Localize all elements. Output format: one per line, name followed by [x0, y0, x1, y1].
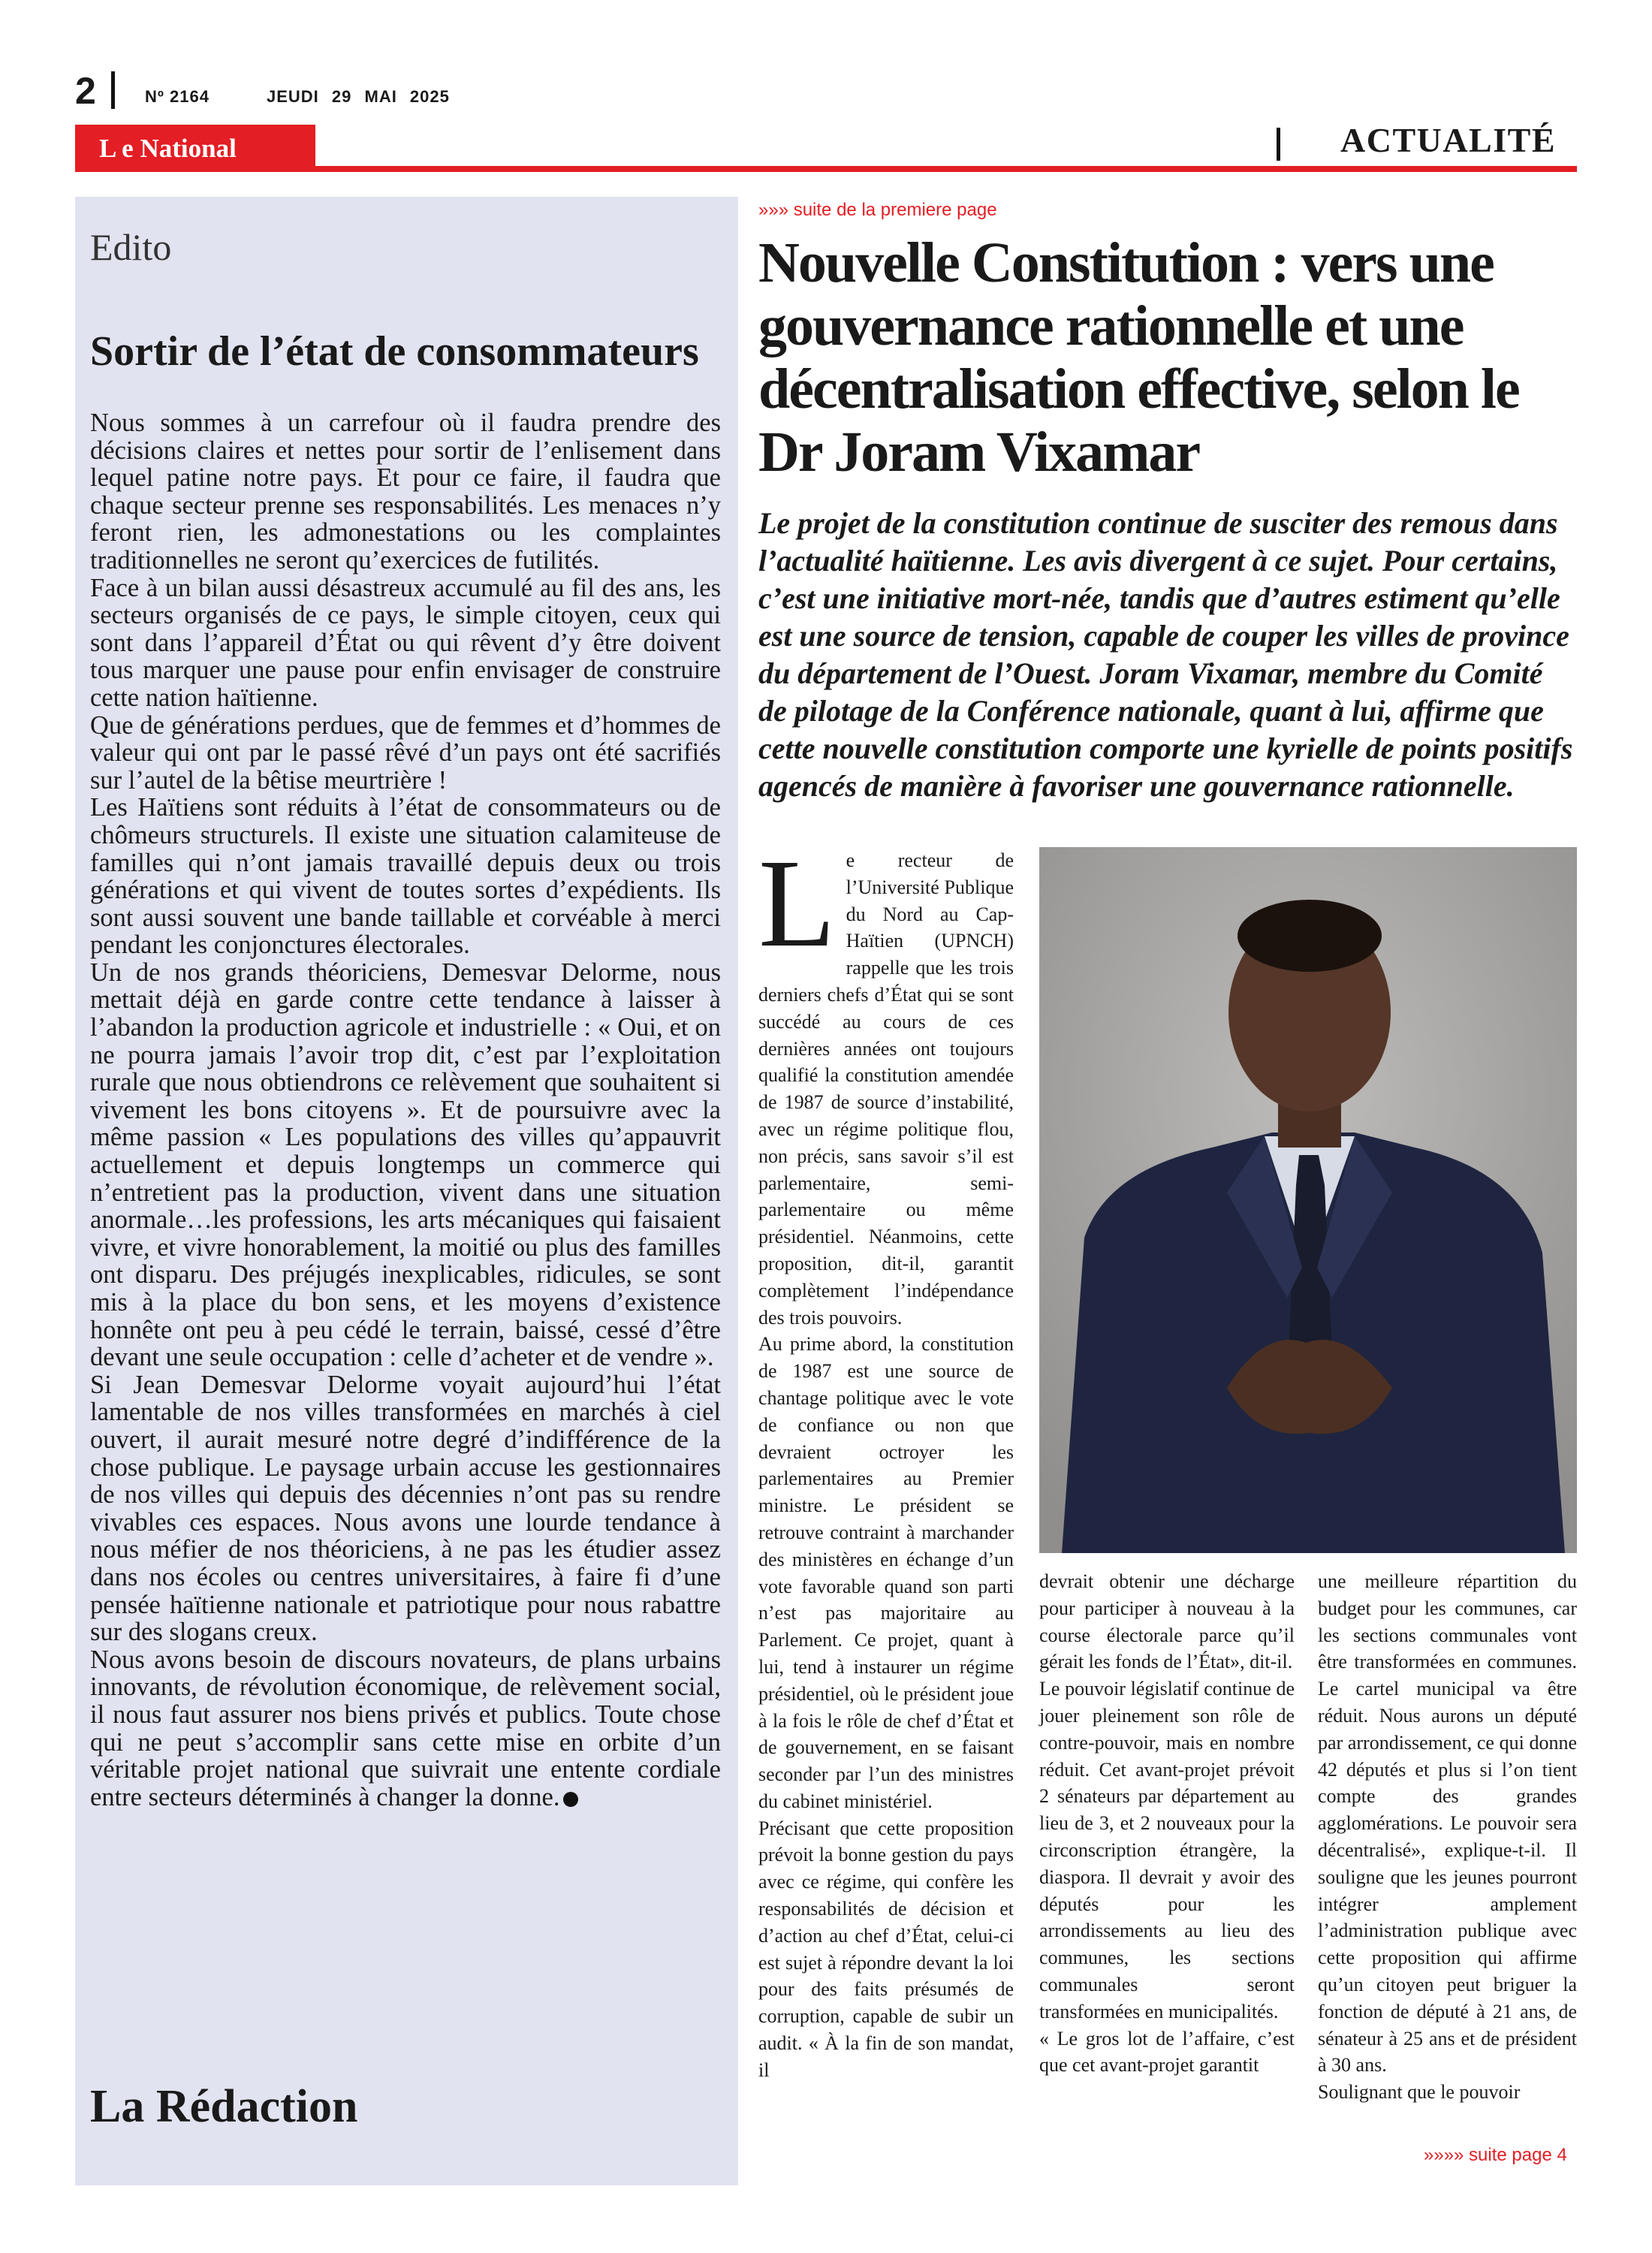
edito-paragraph: Si Jean Demesvar Delorme voyait aujourd’hui l’état lamentable de nos villes transformées en marchés à ciel ouvert, il aurait mesuré notre degré d’indifférence de la chose publique. Le paysage urbain accuse les gestionnaires de nos villes qui depuis des décennies n’ont pas su rendre vivables ces espaces. Nous avons une lourde tendance à nous méfier de nos théoriciens, à ne pas les étudier assez dans nos écoles ou centres universitaires, à faire fi d’une pensée haïtienne nationale et patriotique pour nous rabattre sur des slogans creux. [90, 1370, 721, 1647]
edito-signature: La Rédaction [90, 2081, 358, 2132]
page-number: 2 [75, 70, 96, 112]
issue-date: JEUDI 29 MAI 2025 [267, 87, 450, 106]
article-paragraph: Au prime abord, la constitution de 1987 est une source de chantage politique avec le vote de confiance ou non que devraient octroyer les parlementaires au Premier ministre. Le président se retrouve contraint à marchander des ministères en échange d’un vote favorable quand son parti n’est pas majoritaire au Parlement. Ce projet, quant à lui, tend à instaurer un régime présidentiel, où le président joue à la fois le rôle de chef d’État et de gouvernement, en se faisant seconder par l’un des ministres du cabinet ministériel. [758, 1333, 1014, 1812]
article-paragraph: Précisant que cette proposition prévoit la bonne gestion du pays avec ce régime, qui confère les responsabilités de décision et d’action au chef d’État, celui-ci est sujet à répondre devant la loi pour des faits présumés de corruption, capable de subir un audit. « À la fin de son mandat, il [758, 1817, 1014, 2081]
continued-link[interactable]: »»»» suite page 4 [1424, 2145, 1567, 2165]
header-divider [111, 71, 115, 109]
section-divider [1277, 128, 1280, 161]
edito-paragraph: Que de générations perdues, que de femmes et d’hommes de valeur qui ont par le passé rêvé d’un pays ont été sacrifiés sur l’autel de la bêtise meurtrière ! [90, 710, 721, 795]
edito-paragraph: Un de nos grands théoriciens, Demesvar Delorme, nous mettait déjà en garde contre cette tendance à laisser à l’abandon la production agricole et industrielle : « Oui, et on ne pourra jamais l’avoir trop dit, c’est par l’exploitation rurale que nous obtiendrons ce relèvement que souhaitent si vivement les bons citoyens ». Et de poursuivre avec la même passion « Les populations des villes qu’appauvrit actuellement et depuis longtemps un commerce qui n’entretient pas la production, vivent dans une situation anormale…les professions, les arts mécaniques qui faisaient vivre, et vivre honorablement, la moitié ou plus des familles ont disparu. Des préjugés inexplicables, ridicules, se sont mis à la place du bon sens, et les moyens d’existence honnête ont peu à peu cédé le terrain, baissé, cessé d’être devant une seule occupation : celle d’acheter et de vendre ». [90, 958, 721, 1372]
edito-paragraph: Nous sommes à un carrefour où il faudra prendre des décisions claires et nettes pour sortir de l’enlisement dans lequel patine notre pays. Et pour ce faire, il faudra que chaque secteur prenne ses responsabilités. Les menaces n’y feront rien, les admonestations ou les complaintes traditionnelles ne seront qu’exercices de futilités. [90, 409, 721, 575]
article-column-3 [1318, 1568, 1577, 2106]
article-paragraph: « Le gros lot de l’affaire, c’est que cet avant-projet garantit [1039, 2027, 1295, 2077]
edito-paragraph-last [90, 1646, 721, 1811]
article-lede: Le projet de la constitution continue de susciter des remous dans l’actualité haïtienne. Les avis divergent à ce sujet. Pour certains, c’est une initiative mort-née, tandis que d’autres estiment qu’elle est une source de tension, capable de couper les villes de province du département de l’Ouest. Joram Vixamar, membre du Comité de pilotage de la Conférence nationale, quant à lui, affirme que cette nouvelle constitution comporte une kyrielle de points positifs agencés de manière à favoriser une gouvernance rationnelle. [758, 506, 1573, 803]
edito-paragraph-text: Nous avons besoin de discours novateurs, de plans urbains innovants, de révolution économique, de relèvement social, il nous faut assurer nos biens privés et publics. Toute chose qui ne peut s’accomplir sans cette mise en orbite d’un véritable projet national que suivrait une entente cordiale entre secteurs déterminés à changer la donne. [90, 1645, 721, 1811]
drop-cap: L [758, 834, 836, 973]
portrait-photo [1039, 847, 1577, 1553]
article-kicker: »»» suite de la premiere page [758, 200, 997, 220]
article-paragraph: e recteur de l’Université Publique du Nord au Cap-Haïtien (UPNCH) rappelle que les trois derniers chefs d’État qui se sont succédé au cours de ces dernières années ont toujours qualifié la constitution amendée de 1987 de source d’instabilité, avec un régime politique flou, non précis, sans savoir s’il est parlementaire, semi-parlementaire ou même présidentiel. Néanmoins, cette proposition, dit-il, garantit complètement l’indépendance des trois pouvoirs. [758, 849, 1014, 1329]
section-name: ACTUALITÉ [1340, 121, 1557, 159]
newspaper-name: L e National [99, 134, 237, 163]
article-column-2 [1039, 1568, 1295, 2079]
edito-paragraph: Face à un bilan aussi désastreux accumulé au fil des ans, les secteurs organisés de ce pays, le simple citoyen, ceux qui sont dans l’appareil d’État ou qui rêvent d’y être doivent tous marquer une pause pour enfin envisager de construire cette nation haïtienne. [90, 573, 721, 712]
issue-number: Nº 2164 [145, 87, 210, 106]
article-headline: Nouvelle Constitution : vers une gouvernance rationnelle et une décentralisation effective, selon le Dr Joram Vixamar [758, 231, 1519, 484]
edito-label: Edito [90, 226, 172, 268]
article-paragraph: Le pouvoir législatif continue de jouer pleinement son rôle de contre-pouvoir, mais en nombre réduit. Cet avant-projet prévoit 2 sénateurs par département au lieu de 3, et 2 nouveaux pour la circonscription étrangère, la diaspora. Il devrait y avoir des députés pour les arrondissements au lieu des communes, les sections communales seront transformées en municipalités. [1039, 1678, 1295, 2022]
end-mark-icon [563, 1792, 578, 1807]
portrait-illustration [1039, 847, 1577, 1553]
article-paragraph: devrait obtenir une décharge pour participer à nouveau à la course électorale parce qu’il gérait les fonds de l’État», dit-il. [1039, 1570, 1295, 1673]
article-paragraph: Soulignant que le pouvoir [1318, 2081, 1521, 2104]
article-paragraph: une meilleure répartition du budget pour les communes, car les sections communales vont être transformées en communes. Le cartel municipal va être réduit. Nous aurons un député par arrondissement, ce qui donne 42 députés et plus si l’on tient compte des grandes agglomérations. Le pouvoir sera décentralisé», explique-t-il. Il souligne que les jeunes pourront intégrer amplement l’administration publique avec cette proposition qui affirme qu’un citoyen peut briguer la fonction de député à 21 ans, de sénateur à 25 ans et de président à 30 ans. [1318, 1570, 1577, 2077]
article-column-1 [758, 834, 1014, 2084]
edito-body [90, 409, 721, 1811]
header-rule [75, 166, 1577, 172]
edito-title: Sortir de l’état de consommateurs [90, 328, 699, 375]
edito-paragraph: Les Haïtiens sont réduits à l’état de consommateurs ou de chômeurs structurels. Il existe une situation calamiteuse de familles qui n’ont jamais travaillé depuis deux ou trois générations et qui vivent de toutes sortes d’expédients. Ils sont aussi souvent une bande taillable et corvéable à merci pendant les conjonctures électorales. [90, 793, 721, 960]
